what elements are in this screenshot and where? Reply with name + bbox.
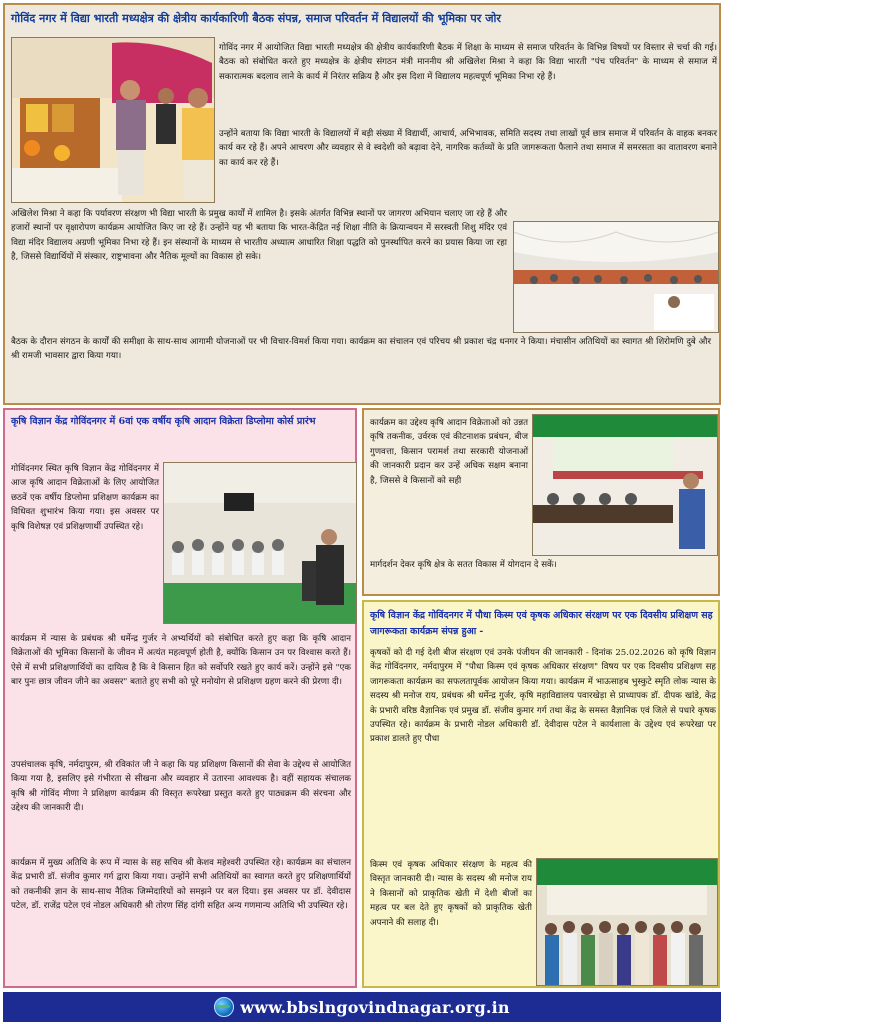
photo-stage-ceremony [11,37,215,203]
article-kvk-diploma [3,408,357,988]
article-paragraph: अखिलेश मिश्रा ने कहा कि पर्यावरण संरक्षण भी विद्या भारती के प्रमुख कार्यों में शामिल है। इसके अंतर्गत विभिन्न स्थानों पर जागरण अभियान चलाए जा रहे हैं और हजारों स्थानों पर वृक्षारोपण कार्यक्रम आयोजित किए जा रहे हैं। उन्होंने यह भी बताया कि भारत-केंद्रित नई शिक्षा नीति के क्रियान्वयन में सरस्वती शिशु मंदिर एवं विद्या मंदिर विद्यालय अग्रणी भूमिका निभा रहे हैं। इन संस्थानों के माध्यम से भारतीय अध्यात्म आधारित शिक्षा पद्धति को पुनर्स्थापित करने का प्रयास किया जा रहा है, जिससे विद्यार्थियों में संस्कार, राष्ट्रभावना और नैतिक मूल्यों का विकास हो सके। [11,209,507,263]
photo-group [536,858,718,986]
photo-training-hall [163,462,357,624]
article-paragraph: कार्यक्रम में मुख्य अतिथि के रूप में न्यास के सह सचिव श्री केशव महेश्वरी उपस्थित रहे। कार्यक्रम का संचालन केंद्र प्रभारी डॉ. संजीव कुमार गर्ग द्वारा किया गया। उन्होंने सभी अतिथियों का स्वागत करते हुए प्रशिक्षणार्थियों को तकनीकी ज्ञान के साथ-साथ नैतिक जिम्मेदारियों को समझने पर बल दिया। इस अवसर पर डॉ. देवीदास पटेल, डॉ. राजेंद्र पटेल एवं नोडल अधिकारी श्री तोरण सिंह दांगी सहित अन्य गणमान्य अतिथि भी उपस्थित रहे। [11,858,351,912]
article-paragraph: कृषकों को दी गई देशी बीज संरक्षण एवं उनके पंजीयन की जानकारी - दिनांक 25.02.2026 को कृषि विज्ञान केंद्र गोविंदनगर, नर्मदापुरम में "पौधा किस्म एवं कृषक अधिकार संरक्षण" विषय पर एक दिवसीय प्रशिक्षण सह जागरूकता कार्यक्रम का सफलतापूर्वक आयोजन किया गया। कार्यक्रम में भाऊसाहब भुस्कुटे स्मृति लोक न्यास के सदस्य श्री मनोज राय, प्रबंधक श्री धर्मेन्द्र गुर्जर, कृषि महाविद्यालय पवारखेड़ा से प्राध्यापक डॉ. दीपक खांडे, केंद्र के प्रभारी वरिष्ठ वैज्ञानिक एवं प्रमुख डॉ. संजीव कुमार गर्ग तथा केंद्र के समस्त वैज्ञानिक एवं जिले से पधारे कृषक उपस्थित रहे। कार्यक्रम के प्रभारी नोडल अधिकारी डॉ. देवीदास पटेल ने कार्यशाला के उद्देश्य एवं रूपरेखा पर प्रकाश डालते हुए पौधा [370,648,716,745]
article-title: कृषि विज्ञान केंद्र गोविंदनगर में पौधा किस्म एवं कृषक अधिकार संरक्षण पर एक दिवसीय प्रशिक्षण सह जागरूकता कार्यक्रम संपन्न हुआ - [370,610,713,637]
photo-meeting-hall [513,221,719,333]
article-plant-variety [362,600,720,988]
photo-kvk-stage [532,414,834,556]
globe-icon [214,997,234,1017]
article-paragraph: कार्यक्रम में न्यास के प्रबंधक श्री धर्मेन्द्र गुर्जर ने अभ्यर्थियों को संबोधित करते हुए कहा कि कृषि आदान विक्रेताओं की भूमिका किसानों के जीवन में अत्यंत महत्वपूर्ण होती है, क्योंकि किसान उन पर विश्वास करते हैं। ऐसे में सभी प्रशिक्षणार्थियों का दायित्व है कि वे किसान हित को सर्वोपरि रखते हुए कार्य करें। उन्होंने इसे "एक बार पुनः छात्र जीवन जीने का अवसर" बताते हुए सभी को पूरे मनोयोग से प्रशिक्षण ग्रहण करने की प्रेरणा दी। [11,634,351,688]
article-title: गोविंद नगर में विद्या भारती मध्यक्षेत्र की क्षेत्रीय कार्यकारिणी बैठक संपन्न, समाज परिवर्तन में विद्यालयों की भूमिका पर जोर [11,11,502,25]
article-paragraph: मार्गदर्शन देकर कृषि क्षेत्र के सतत विकास में योगदान दे सकें। [370,560,557,570]
article-paragraph: गोविंद नगर में आयोजित विद्या भारती मध्यक्षेत्र की क्षेत्रीय कार्यकारिणी बैठक में शिक्षा के माध्यम से समाज परिवर्तन के विभिन्न विषयों पर विस्तार से चर्चा की गई। बैठक को संबोधित करते हुए मध्यक्षेत्र के क्षेत्रीय संगठन मंत्री माननीय श्री अखिलेश मिश्रा ने कहा कि विद्या भारती "पंच परिवर्तन" के माध्यम से समाज में सकारात्मक बदलाव लाने के कार्य में निरंतर सक्रिय है और इस दिशा में विद्यालय महत्वपूर्ण भूमिका निभा रहे हैं। [219,43,717,82]
footer-bar [3,992,721,1022]
website-link[interactable]: www.bbslngovindnagar.org.in [240,997,510,1017]
article-paragraph: उपसंचालक कृषि, नर्मदापुरम, श्री रविकांत जी ने कहा कि यह प्रशिक्षण किसानों की सेवा के उद्देश्य से आयोजित किया गया है, इसलिए इसे गंभीरता से सीखना और व्यवहार में उतारना आवश्यक है। वहीं सहायक संचालक कृषि श्री गोविंद मीणा ने प्रशिक्षण कार्यक्रम की विस्तृत रूपरेखा प्रस्तुत करते हुए पाठ्यक्रम की संरचना और उद्देश्य की जानकारी दी। [11,760,351,814]
article-title: कृषि विज्ञान केंद्र गोविंदनगर में 6वां एक वर्षीय कृषि आदान विक्रेता डिप्लोमा कोर्स प्रारंभ [11,416,316,427]
article-paragraph: किस्म एवं कृषक अधिकार संरक्षण के महत्व की विस्तृत जानकारी दी। न्यास के सदस्य श्री मनोज राय ने किसानों को प्राकृतिक खेती में देशी बीजों का महत्व पर बल देते हुए कृषकों को प्राकृतिक खेती अपनाने की सलाह दी। [370,860,532,928]
article-paragraph: उन्होंने बताया कि विद्या भारती के विद्यालयों में बड़ी संख्या में विद्यार्थी, आचार्य, अभिभावक, समिति सदस्य तथा लाखों पूर्व छात्र समाज में परिवर्तन के वाहक बनकर कार्य कर रहे हैं। अपने आचरण और व्यवहार से वे स्वदेशी को बढ़ावा देने, नागरिक कर्तव्यों के प्रति जागरूकता फैलाने तथा समाज में समरसता का वातावरण बनाने का कार्य कर रहे हैं। [219,129,717,168]
article-paragraph: गोविंदनगर स्थित कृषि विज्ञान केंद्र गोविंदनगर में आज कृषि आदान विक्रेताओं के लिए आयोजित छठवें एक वर्षीय डिप्लोमा प्रशिक्षण कार्यक्रम का विधिवत शुभारंभ किया गया। इस अवसर पर कृषि विशेषज्ञ एवं प्रशिक्षणार्थी उपस्थित रहे। [11,464,159,532]
article-paragraph: बैठक के दौरान संगठन के कार्यों की समीक्षा के साथ-साथ आगामी योजनाओं पर भी विचार-विमर्श किया गया। कार्यक्रम का संचालन एवं परिचय श्री प्रकाश चंद्र धनगर ने किया। मंचासीन अतिथियों का स्वागत श्री शिरोमणि दुबे और श्री रामजी भावसार द्वारा किया गया। [11,337,711,362]
article-vidya-bharati [3,3,721,405]
article-paragraph: कार्यक्रम का उद्देश्य कृषि आदान विक्रेताओं को उन्नत कृषि तकनीक, उर्वरक एवं कीटनाशक प्रबंधन, बीज गुणवत्ता, किसान परामर्श तथा सरकारी योजनाओं की जानकारी प्रदान कर उन्हें अधिक सक्षम बनाना है, जिससे वे किसानों को सही [370,418,528,486]
article-kvk-objective [362,408,834,596]
banner-label: कृषि विज्ञान केन्द्र गोविंदनगर [752,424,834,433]
